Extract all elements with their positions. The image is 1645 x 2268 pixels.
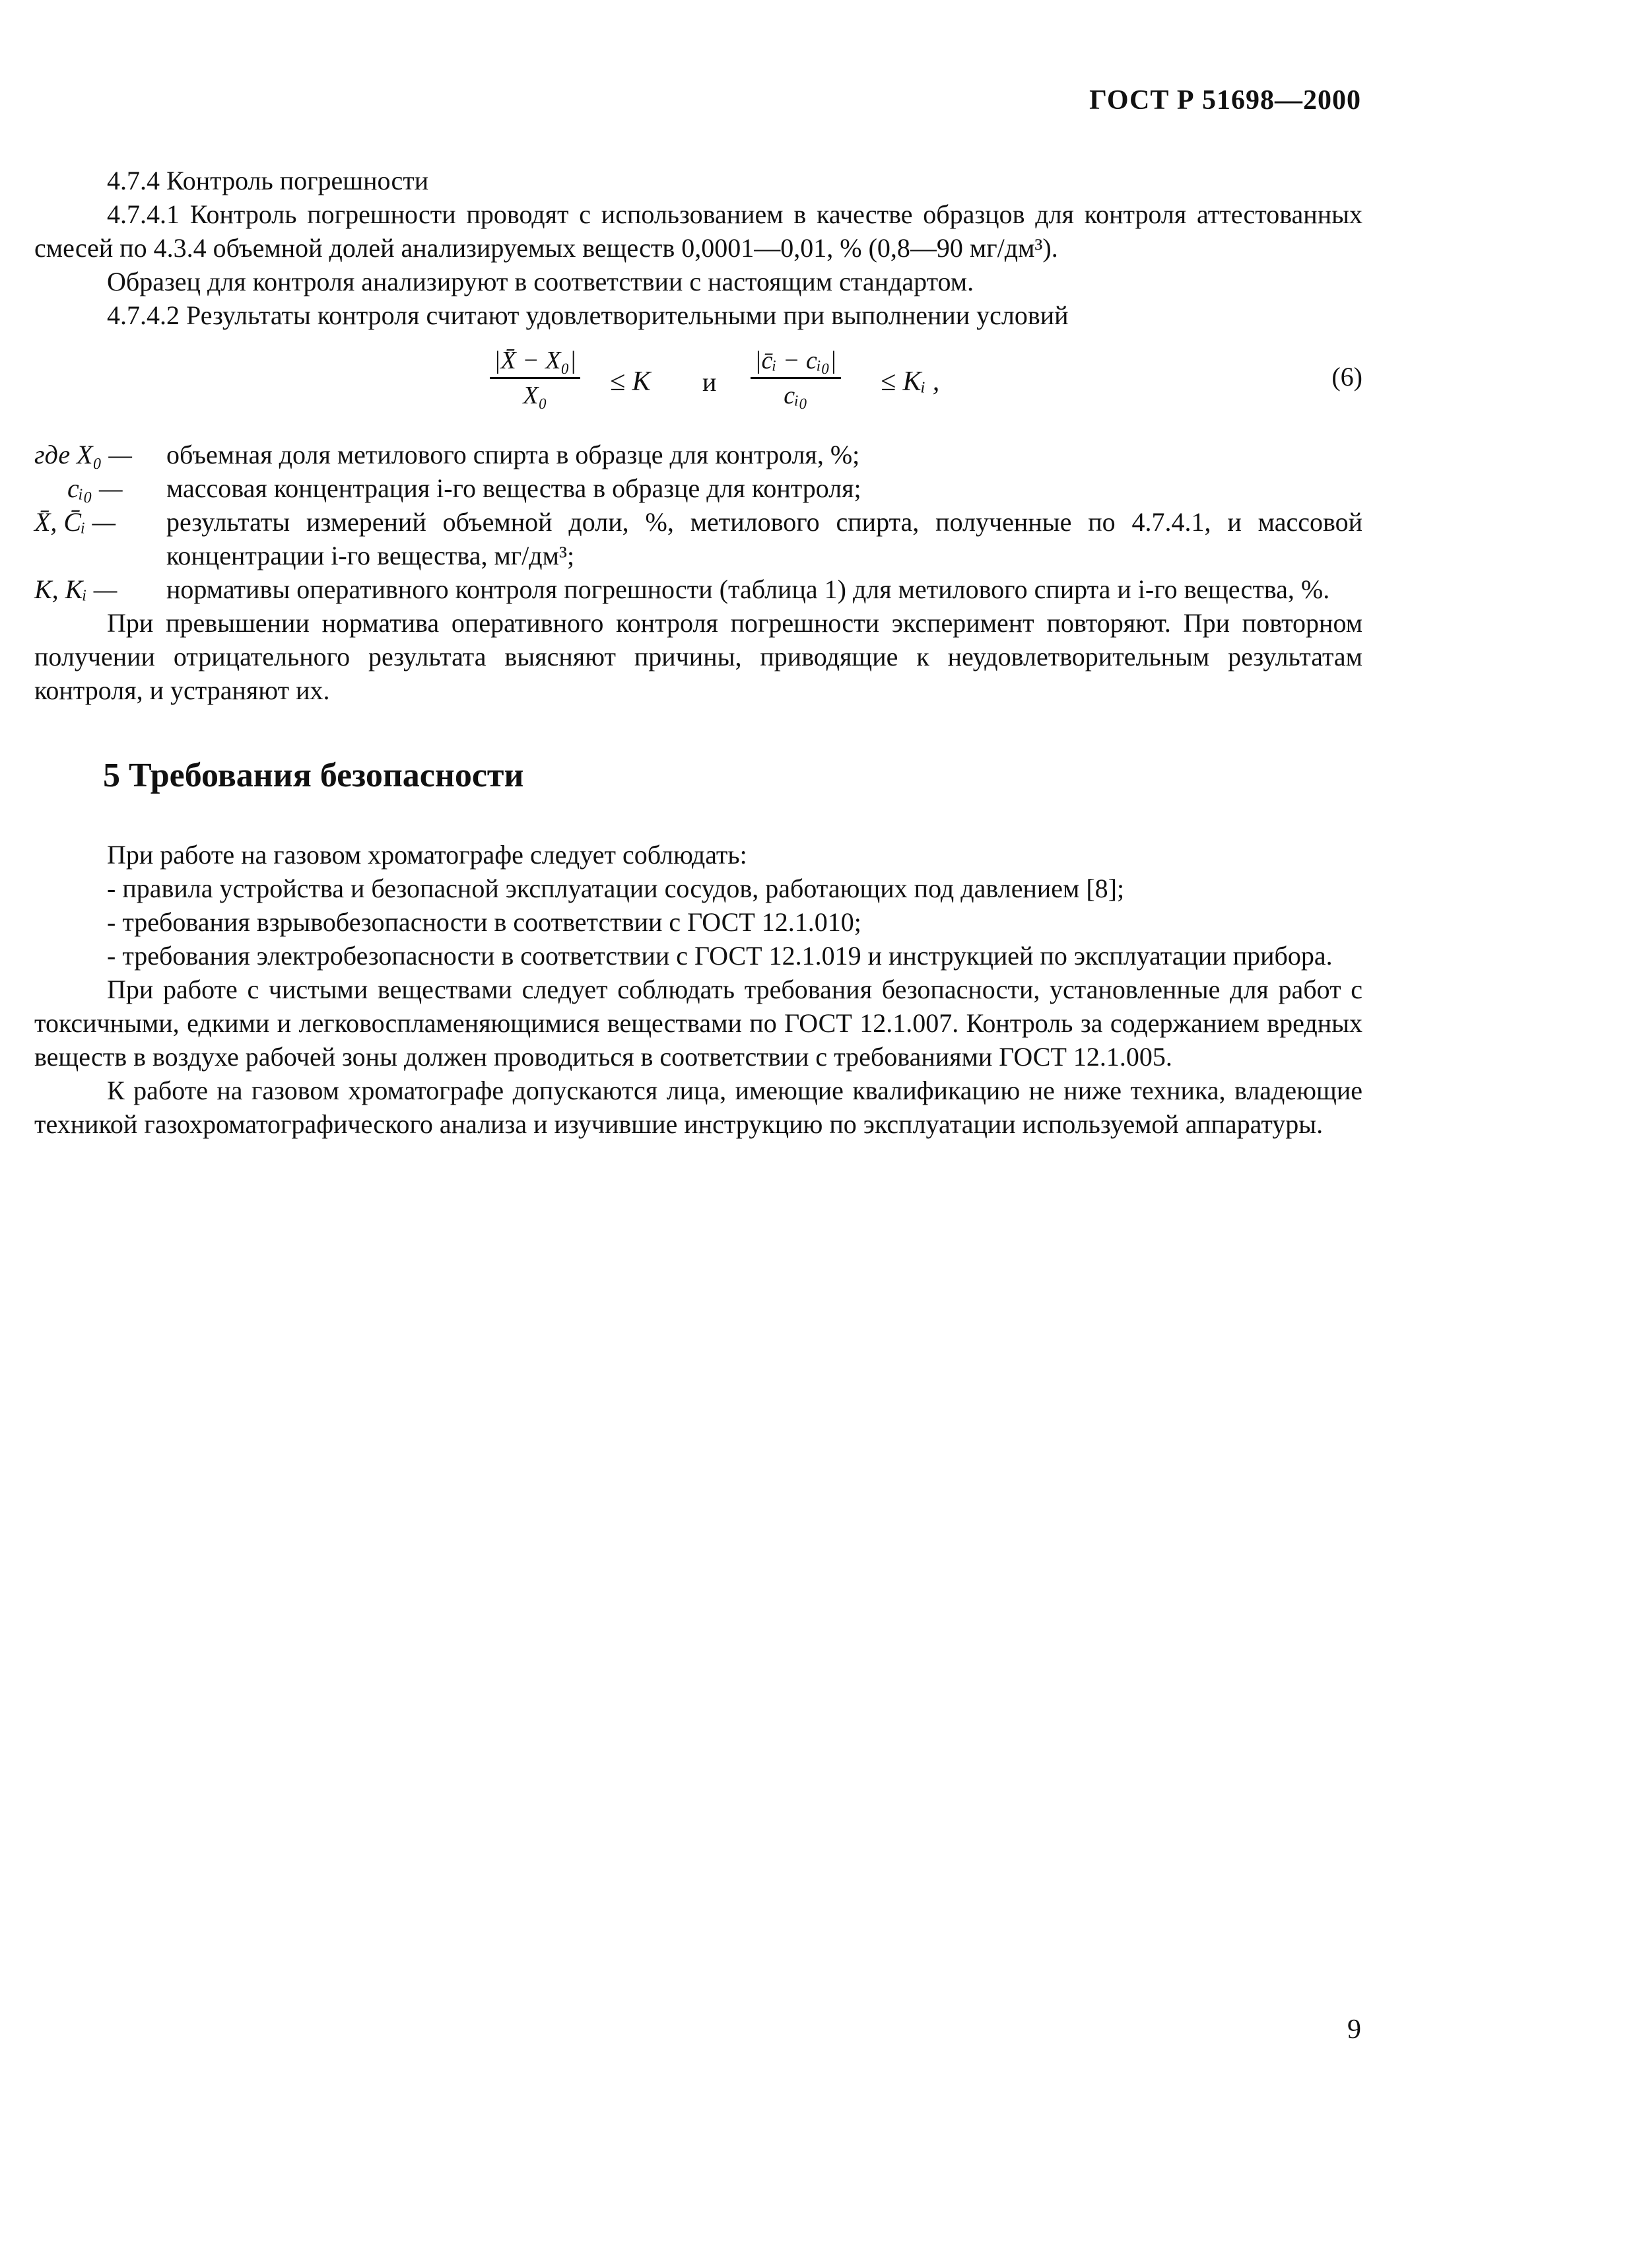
legend-symbol: где X₀ —: [34, 440, 132, 469]
safety-list-item: - требования электробезопасности в соответствии с ГОСТ 12.1.019 и инструкцией по эксплуатации прибора.: [107, 941, 1333, 971]
legend-description: объемная доля метилового спирта в образце для контроля, %;: [166, 440, 860, 469]
safety-list-item: - требования взрывобезопасности в соответствии с ГОСТ 12.1.010;: [107, 907, 861, 937]
legend-description: результаты измерений объемной доли, %, метилового спирта, полученные по 4.7.4.1, и массовой концентрации i-го вещества, мг/дм³;: [166, 507, 1362, 570]
formula-6: [34, 336, 1362, 435]
formula-legend: [34, 438, 1362, 606]
fraction-substance-denominator: cᵢ₀: [784, 382, 808, 409]
subsection-title-4-7-4: 4.7.4 Контроль погрешности: [107, 166, 429, 195]
fraction-methanol: [490, 345, 580, 412]
fraction-substance-numerator: |c̄ᵢ − cᵢ₀|: [751, 345, 841, 379]
paragraph-4-7-4-2: 4.7.4.2 Результаты контроля считают удовлетворительными при выполнении условий: [107, 300, 1069, 330]
legend-symbol: X̄, C̄ᵢ —: [34, 507, 116, 537]
paragraph-personnel: К работе на газовом хроматографе допускаются лица, имеющие квалификацию не ниже техника, владеющие техникой газохроматографического анализа и изучившие инструкцию по эксплуатации используемой аппаратуры.: [34, 1076, 1362, 1139]
legend-description: нормативы оперативного контроля погрешности (таблица 1) для метилового спирта и i-го вещества, %.: [166, 574, 1330, 604]
paragraph-safety-intro: При работе на газовом хроматографе следует соблюдать:: [107, 840, 747, 870]
fraction-methanol-numerator: |X̄ − X₀|: [490, 345, 580, 379]
fraction-methanol-denominator: X₀: [523, 382, 547, 409]
page-content: [34, 164, 1362, 1141]
paragraph-sample-analysis: Образец для контроля анализируют в соответствии с настоящим стандартом.: [107, 267, 974, 296]
section-heading-5: 5 Требования безопасности: [103, 757, 524, 794]
page-number: 9: [1347, 2014, 1361, 2045]
inequality-substance-rhs: ≤ Kᵢ ,: [881, 366, 940, 397]
fraction-substance: [751, 345, 841, 412]
legend-symbol: K, Kᵢ —: [34, 574, 118, 604]
formula-number: (6): [1331, 362, 1362, 392]
inequality-methanol-rhs: ≤ K: [610, 366, 651, 397]
paragraph-pure-substances: При работе с чистыми веществами следует соблюдать требования безопасности, установленные для работ с токсичными, едкими и легковоспламеняющимися веществами по ГОСТ 12.1.007. Контроль за содержанием вредных веществ в воздухе рабочей зоны должен проводиться в соответствии с требованиями ГОСТ 12.1.005.: [34, 975, 1362, 1072]
document-header: ГОСТ Р 51698—2000: [1089, 85, 1361, 116]
legend-symbol: cᵢ₀ —: [67, 473, 123, 503]
paragraph-repeat-experiment: При превышении норматива оперативного контроля погрешности эксперимент повторяют. При повторном получении отрицательного результата выясняют причины, приводящие к неудовлетворительным результатам контроля, и устраняют их.: [34, 608, 1362, 705]
safety-list-item: - правила устройства и безопасной эксплуатации сосудов, работающих под давлением [8];: [107, 874, 1125, 903]
legend-description: массовая концентрация i-го вещества в образце для контроля;: [166, 473, 861, 503]
formula-conjunction: и: [702, 367, 717, 397]
paragraph-4-7-4-1: 4.7.4.1 Контроль погрешности проводят с использованием в качестве образцов для контроля аттестованных смесей по 4.3.4 объемной долей анализируемых веществ 0,0001—0,01, % (0,8—90 мг/дм³).: [34, 199, 1362, 263]
